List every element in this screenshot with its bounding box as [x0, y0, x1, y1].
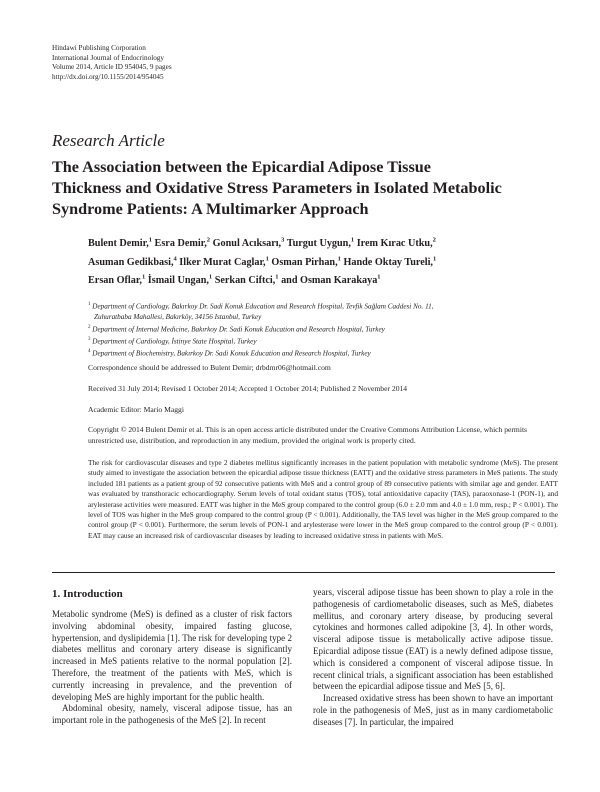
right-column	[313, 587, 553, 729]
author: Ilker Murat Caglar,$^1$	[179, 255, 269, 268]
volume-info: Volume 2014, Article ID 954045, 9 pages	[52, 63, 172, 72]
affiliation: $^4$ Department of Biochemistry, Bakırkoy Dr. Sadi Konuk Education and Research Hospital, Turkey	[88, 348, 371, 357]
author-line	[88, 233, 558, 251]
left-column	[52, 588, 292, 727]
title-line: The Association between the Epicardial Adipose Tissue	[52, 158, 431, 176]
article-title	[52, 157, 552, 220]
author: Bulent Demir,$^1$	[88, 237, 152, 250]
doi-link[interactable]: http://dx.doi.org/10.1155/2014/954045	[52, 72, 164, 81]
affiliation-continued: Zuhuratbaba Mahallesi, Bakırköy, 34156 Istanbul, Turkey	[94, 312, 262, 321]
paragraph: Metabolic syndrome (MeS) is defined as a cluster of risk factors involving abdominal obesity, impaired fasting glucose, hypertension, and dyslipidemia [1]. The risk for developing type 2 diabetes mellitus and coronary artery disease is significantly increased in MeS patients relative to the normal population [2]. Therefore, the treatment of the patients with MeS, which is currently increasing in prevalence, and the prevention of developing MeS are highly important for the public health.	[52, 609, 292, 702]
author-line	[88, 270, 558, 288]
author: Asuman Gedikbasi,$^4$	[88, 255, 177, 268]
copyright-notice: Copyright © 2014 Bulent Demir et al. This is an open access article distributed under the Creative Commons Attribution License, which permits unrestricted use, distribution, and reproduction in any medium, provided the original work is properly cited.	[88, 425, 528, 445]
title-line: Thickness and Oxidative Stress Parameters in Isolated Metabolic	[52, 179, 502, 197]
abstract: The risk for cardiovascular diseases and type 2 diabetes mellitus significantly increases in the patient population with metabolic syndrome (MeS). The present study aimed to investigate the association between the epicardial adipose tissue thickness (EATT) and the oxidative stress parameters in MeS patients. The study included 181 patients as a patient group of 92 consecutive patients with MeS and a control group of 89 consecutive patients with similar age and gender. EATT was evaluated by transthoracic echocardiography. Serum levels of total oxidant status (TOS), total antioxidative capacity (TAS), paraoxonase-1 (PON-1), and arylesterase activities were measured. EATT was higher in the MeS group compared to the control group (6.0 ± 2.0 mm and 4.0 ± 1.0 mm, resp.; P < 0.001). The level of TOS was higher in the MeS group compared to the control group (P < 0.001). Additionally, the TAS level was higher in the MeS group compared to the control group (P < 0.001). Furthermore, the serum levels of PON-1 and arylesterase were lower in the MeS group compared to the control group (P < 0.001). EAT may cause an increased risk of cardiovascular diseases by leading to increased oxidative stress in patients with MeS.	[88, 458, 558, 540]
author: Hande Oktay Tureli,$^1$	[343, 255, 437, 268]
author: and Osman Karakaya$^1$	[281, 273, 381, 287]
author: İsmail Ungan,$^1$	[147, 273, 213, 287]
author-line	[88, 251, 558, 269]
affiliation-list	[88, 300, 558, 359]
section-heading: 1. Introduction	[52, 588, 123, 600]
journal-header	[52, 44, 172, 82]
paragraph: Increased oxidative stress has been shown to have an important role in the pathogenesis of MeS, just as in many cardiometabolic diseases [7]. In particular, the impaired	[313, 693, 553, 727]
author: Ersan Oflar,$^1$	[88, 273, 146, 287]
author: Turgut Uygun,$^1$	[286, 237, 355, 250]
author: Esra Demir,$^2$	[154, 237, 211, 250]
section-divider	[52, 572, 555, 573]
publisher: Hindawi Publishing Corporation	[52, 44, 146, 52]
publication-dates: Received 31 July 2014; Revised 1 October 2014; Accepted 1 October 2014; Published 2 November 2014	[88, 384, 408, 393]
journal-name: International Journal of Endocrinology	[52, 53, 164, 62]
correspondence: Correspondence should be addressed to Bulent Demir; drbdmr06@hotmail.com	[88, 363, 331, 372]
paragraph: years, visceral adipose tissue has been shown to play a role in the pathogenesis of cardiometabolic diseases, such as MeS, diabetes mellitus, and coronary artery disease, by producing several cytokines and hormones called adipokine [3, 4]. In other words, visceral adipose tissue is metabolically active adipose tissue. Epicardial adipose tissue (EAT) is a newly defined adipose tissue, which is considered a component of visceral adipose tissue. In recent clinical trials, a significant association has been established between the epicardial adipose tissue and MeS [5, 6].	[313, 587, 553, 692]
author: Serkan Ciftci,$^1$	[214, 273, 279, 287]
affiliation: $^2$ Department of Internal Medicine, Bakırkoy Dr. Sadi Konuk Education and Research Hospital, Turkey	[88, 324, 385, 333]
title-line: Syndrome Patients: A Multimarker Approach	[52, 200, 369, 218]
author: Gonul Acıksarı,$^3$	[212, 237, 285, 250]
author: Osman Pirhan,$^1$	[271, 255, 341, 268]
affiliation: $^1$ Department of Cardiology, Bakırkoy Dr. Sadi Konuk Education and Research Hospital, Tevfik Sağlam Caddesi No. 11,	[88, 302, 434, 311]
article-type: Research Article	[52, 131, 165, 150]
author-list	[88, 233, 558, 288]
academic-editor: Academic Editor: Mario Maggi	[88, 405, 184, 414]
paragraph: Abdominal obesity, namely, visceral adipose tissue, has an important role in the pathogenesis of the MeS [2]. In recent	[52, 703, 292, 726]
affiliation: $^3$ Department of Cardiology, İstinye State Hospital, Turkey	[88, 336, 257, 345]
author: Irem Kırac Utku,$^2$	[356, 237, 436, 250]
